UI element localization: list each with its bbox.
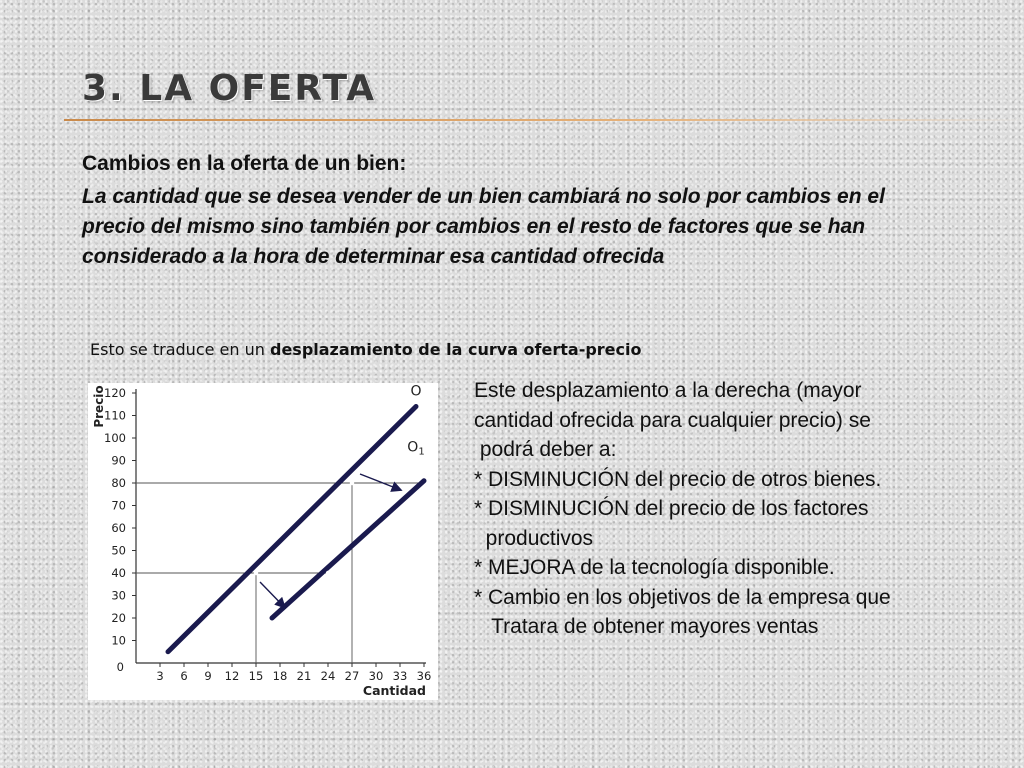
- explanation-line: productivos: [474, 526, 594, 550]
- supply-curve-o: [168, 407, 419, 652]
- shift-arrow: [260, 582, 284, 607]
- y-tick-label: 100: [104, 431, 126, 445]
- supply-curve-o1: [272, 481, 424, 618]
- x-tick-label: 30: [368, 669, 384, 683]
- intersection-point: [350, 481, 354, 485]
- y-tick-label: 70: [111, 498, 126, 513]
- explanation-line: Este desplazamiento a la derecha (mayor: [474, 379, 862, 402]
- explanation-line: * Cambio en los objetivos de la empresa que: [474, 585, 891, 609]
- curve-label-text: O: [407, 439, 419, 456]
- intersection-point: [326, 571, 330, 575]
- x-tick-label: 18: [272, 669, 288, 683]
- intro-body: La cantidad que se desea vender de un bien cambiará no solo por cambios en el precio del mismo sino también por cambios en el resto de factores que se han considerado a la hora de determinar esa cantidad ofrecida: [82, 185, 885, 268]
- supply-shift-chart: [88, 383, 438, 700]
- y-tick-label: 20: [111, 611, 126, 625]
- y-tick-label: 110: [104, 408, 126, 423]
- shift-explanation: [474, 376, 1014, 642]
- x-tick-label: 27: [344, 669, 360, 683]
- y-axis-label: Precio: [92, 385, 106, 428]
- explanation-line: Tratara de obtener mayores ventas: [474, 615, 819, 638]
- explanation-line: podrá deber a:: [474, 438, 617, 461]
- shift-arrow: [360, 474, 400, 490]
- y-tick-label: 120: [104, 386, 126, 400]
- x-tick-label: 9: [204, 669, 212, 683]
- x-tick-label: 33: [392, 669, 408, 683]
- chart-intro-prefix: Esto se traduce en un: [90, 340, 270, 359]
- explanation-line: * DISMINUCIÓN del precio de los factores: [474, 497, 869, 520]
- y-tick-label: 90: [111, 453, 126, 468]
- intro-heading: Cambios en la oferta de un bien:: [82, 152, 407, 175]
- curve-label-text: O: [410, 383, 422, 400]
- x-tick-label: 6: [180, 669, 188, 683]
- x-tick-label: 21: [296, 669, 312, 683]
- y-tick-label: 60: [111, 521, 126, 535]
- explanation-line: cantidad ofrecida para cualquier precio) se: [474, 408, 871, 432]
- curve-label: [410, 383, 421, 399]
- origin-label: 0: [116, 660, 124, 674]
- explanation-line: * MEJORA de la tecnología disponible.: [474, 556, 835, 579]
- chart-intro-bold: desplazamiento de la curva oferta-precio: [269, 340, 642, 359]
- slide-title: 3. LA OFERTA: [82, 68, 377, 109]
- y-tick-label: 80: [111, 476, 126, 490]
- x-tick-label: 3: [156, 669, 164, 683]
- y-tick-label: 40: [111, 566, 126, 580]
- chart-intro-text: [90, 340, 642, 359]
- y-tick-label: 10: [111, 633, 126, 648]
- x-tick-label: 15: [248, 669, 264, 683]
- curve-label: [407, 440, 424, 458]
- x-tick-label: 24: [320, 669, 336, 683]
- intersection-point: [254, 571, 258, 575]
- chart-svg: [88, 383, 438, 700]
- curve-label-subscript: 1: [418, 446, 425, 458]
- title-underline: [64, 119, 1024, 121]
- explanation-line: * DISMINUCIÓN del precio de otros bienes.: [474, 467, 882, 491]
- y-tick-label: 50: [111, 543, 126, 558]
- x-tick-label: 12: [224, 669, 240, 683]
- x-tick-label: 36: [416, 669, 432, 683]
- y-tick-label: 30: [111, 588, 126, 603]
- x-axis-label: Cantidad: [362, 683, 426, 698]
